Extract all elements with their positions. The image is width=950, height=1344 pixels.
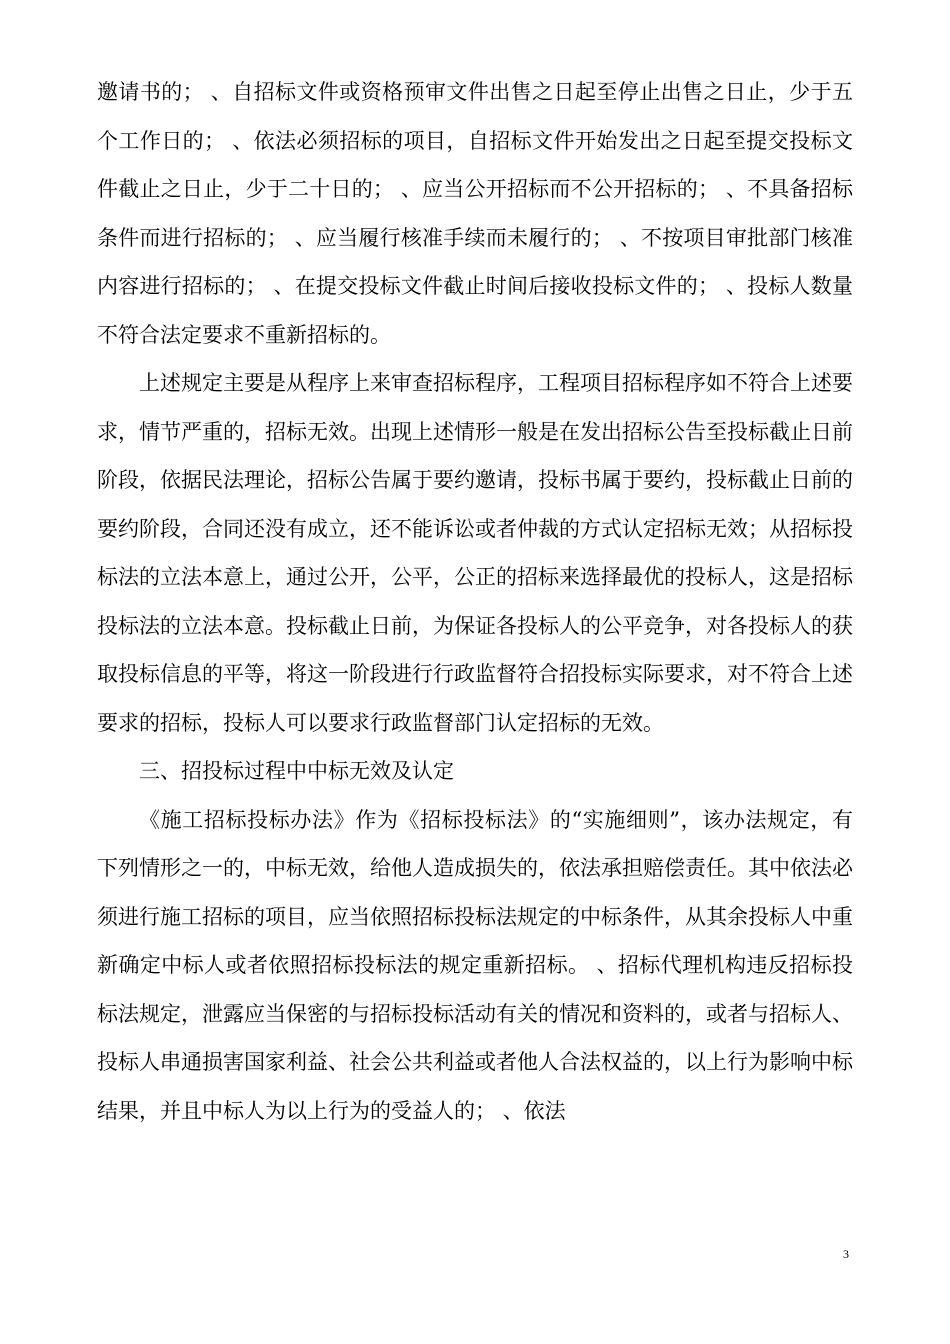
page-number: 3 [843, 1247, 849, 1261]
paragraph-construction-bidding-measures: 《施工招标投标办法》作为《招标投标法》的“实施细则”，该办法规定，有下列情形之一的，中标无效，给他人造成损失的，依法承担赔偿责任。其中依法必须进行施工招标的项目，应当依照招标投标法规定的中标条件，从其余投标人中重新确定中标人或者依照招标投标法的规定重新招标。 、招标代理机构违反招标投标法规定，泄露应当保密的与招标投标活动有关的情况和资料的，或者与招标人、投标人串通损害国家利益、社会公共利益或者他人合法权益的，以上行为影响中标结果，并且中标人为以上行为的受益人的； 、依法 [97, 807, 853, 1123]
section-heading-bid-award-invalid: 三、招投标过程中中标无效及认定 [139, 759, 454, 783]
paragraph-list-continuation: 邀请书的； 、自招标文件或资格预审文件出售之日起至停止出售之日止，少于五个工作日的； 、依法必须招标的项目，自招标文件开始发出之日起至提交投标文件截止之日止，少于二十日的； 、应当公开招标而不公开招标的； 、不具备招标条件而进行招标的； 、应当履行核准手续而未履行的； 、不按项目审批部门核准内容进行招标的； 、在提交投标文件截止时间后接收投标文件的； 、投标人数量不符合法定要求不重新招标的。 [97, 80, 853, 347]
document-body [97, 68, 853, 1135]
paragraph-procedure-review: 上述规定主要是从程序上来审查招标程序，工程项目招标程序如不符合上述要求，情节严重的，招标无效。出现上述情形一般是在发出招标公告至投标截止日前阶段，依据民法理论，招标公告属于要约邀请，投标书属于要约，投标截止日前的要约阶段，合同还没有成立，还不能诉讼或者仲裁的方式认定招标无效；从招标投标法的立法本意上，通过公开，公平，公正的招标来选择最优的投标人，这是招标投标法的立法本意。投标截止日前，为保证各投标人的公平竞争，对各投标人的获取投标信息的平等，将这一阶段进行行政监督符合招投标实际要求，对不符合上述要求的招标，投标人可以要求行政监督部门认定招标的无效。 [97, 371, 853, 735]
